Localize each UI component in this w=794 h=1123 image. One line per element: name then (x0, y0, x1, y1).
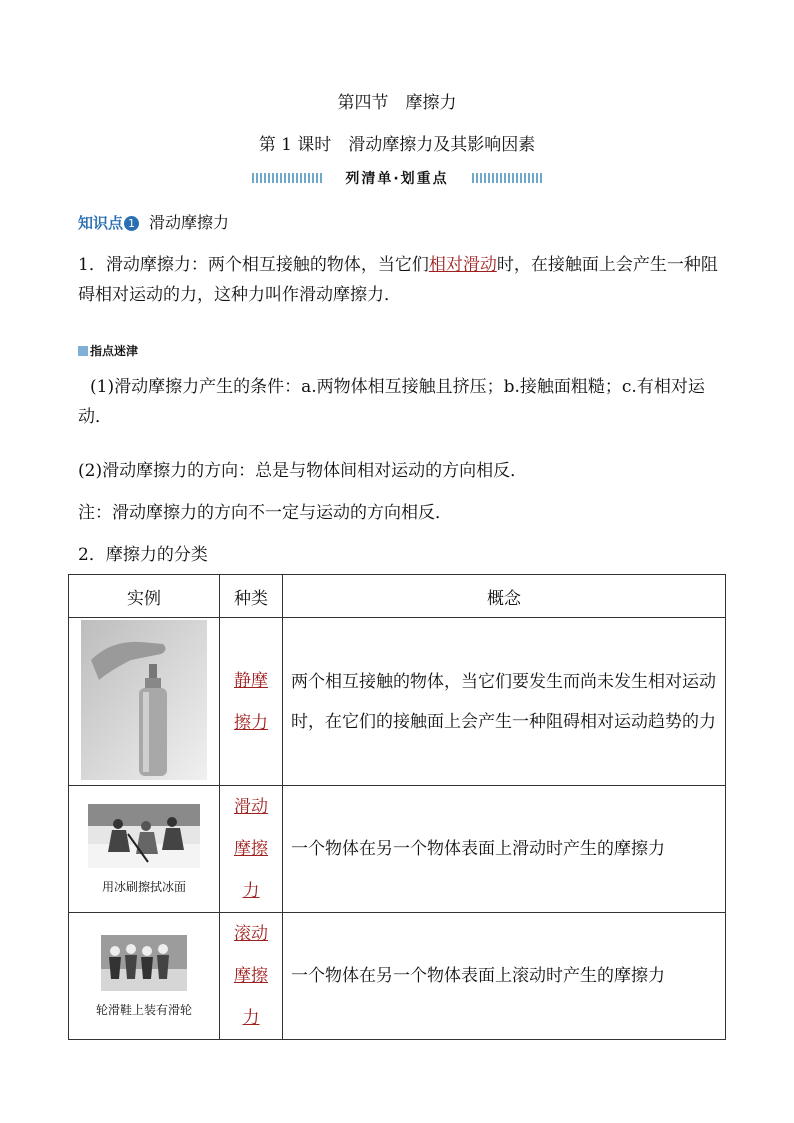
note-2: (2)滑动摩擦力的方向：总是与物体间相对运动的方向相反． (78, 461, 528, 481)
example-cell (69, 913, 220, 1040)
item-1-text-after: 时，在接触面上会产生一种阻碍相对运动的力，这种力叫作滑动摩擦力． (78, 255, 718, 305)
item-2-heading: 2．摩擦力的分类 (78, 545, 208, 565)
note-1: (1)滑动摩擦力产生的条件：a.两物体相互接触且挤压；b.接触面粗糙；c.有相对运动． (78, 377, 705, 427)
knowledge-point-heading (78, 210, 229, 233)
kind-line: 力 (242, 881, 260, 901)
knowledge-point-tag: 知识点 (78, 214, 124, 232)
concept-cell: 一个物体在另一个物体表面上滑动时产生的摩擦力 (283, 786, 726, 913)
bottle-photo (81, 620, 207, 780)
tip-heading (78, 342, 138, 359)
example-caption: 轮滑鞋上装有滑轮 (95, 1002, 192, 1017)
banner-stripes-left (252, 173, 322, 183)
lesson-title: 第 1 课时 滑动摩擦力及其影响因素 (258, 135, 536, 155)
kind-line: 滚动 (234, 924, 268, 944)
kind-line: 摩擦 (234, 839, 268, 859)
example-caption: 用冰刷擦拭冰面 (101, 879, 186, 894)
header-kind: 种类 (220, 575, 283, 618)
tip-label: 指点迷津 (90, 344, 139, 358)
kind-line: 静摩 (234, 670, 268, 691)
item-1-text-before: 1．滑动摩擦力：两个相互接触的物体，当它们 (78, 255, 429, 275)
rollerskate-photo (101, 935, 187, 991)
kind-cell (220, 913, 283, 1040)
knowledge-point-number: 1 (124, 216, 139, 231)
table-row (69, 786, 726, 913)
kind-cell (220, 786, 283, 913)
example-cell (69, 618, 220, 786)
tip-icon (78, 346, 88, 356)
table-header-row (69, 575, 726, 618)
header-example: 实例 (69, 575, 220, 618)
table-row (69, 913, 726, 1040)
header-concept: 概念 (283, 575, 726, 618)
kind-line: 擦力 (234, 712, 268, 733)
curling-photo (88, 804, 200, 868)
section-title: 第四节 摩擦力 (337, 93, 457, 113)
friction-table (68, 574, 726, 1040)
kind-cell (220, 618, 283, 786)
kind-line: 滑动 (234, 797, 268, 817)
banner-stripes-right (472, 173, 542, 183)
table-row (69, 618, 726, 786)
item-1-highlight: 相对滑动 (428, 255, 497, 275)
kind-line: 力 (242, 1008, 260, 1028)
concept-cell: 一个物体在另一个物体表面上滚动时产生的摩擦力 (283, 913, 726, 1040)
example-cell (69, 786, 220, 913)
knowledge-point-name: 滑动摩擦力 (149, 213, 230, 232)
banner (252, 168, 542, 188)
concept-cell: 两个相互接触的物体，当它们要发生而尚未发生相对运动时，在它们的接触面上会产生一种阻碍相对运动趋势的力 (283, 618, 726, 786)
item-1-paragraph (78, 250, 728, 310)
note-3: 注：滑动摩擦力的方向不一定与运动的方向相反． (78, 503, 452, 523)
kind-line: 摩擦 (234, 966, 268, 986)
banner-label: 列清单·划重点 (345, 171, 449, 187)
